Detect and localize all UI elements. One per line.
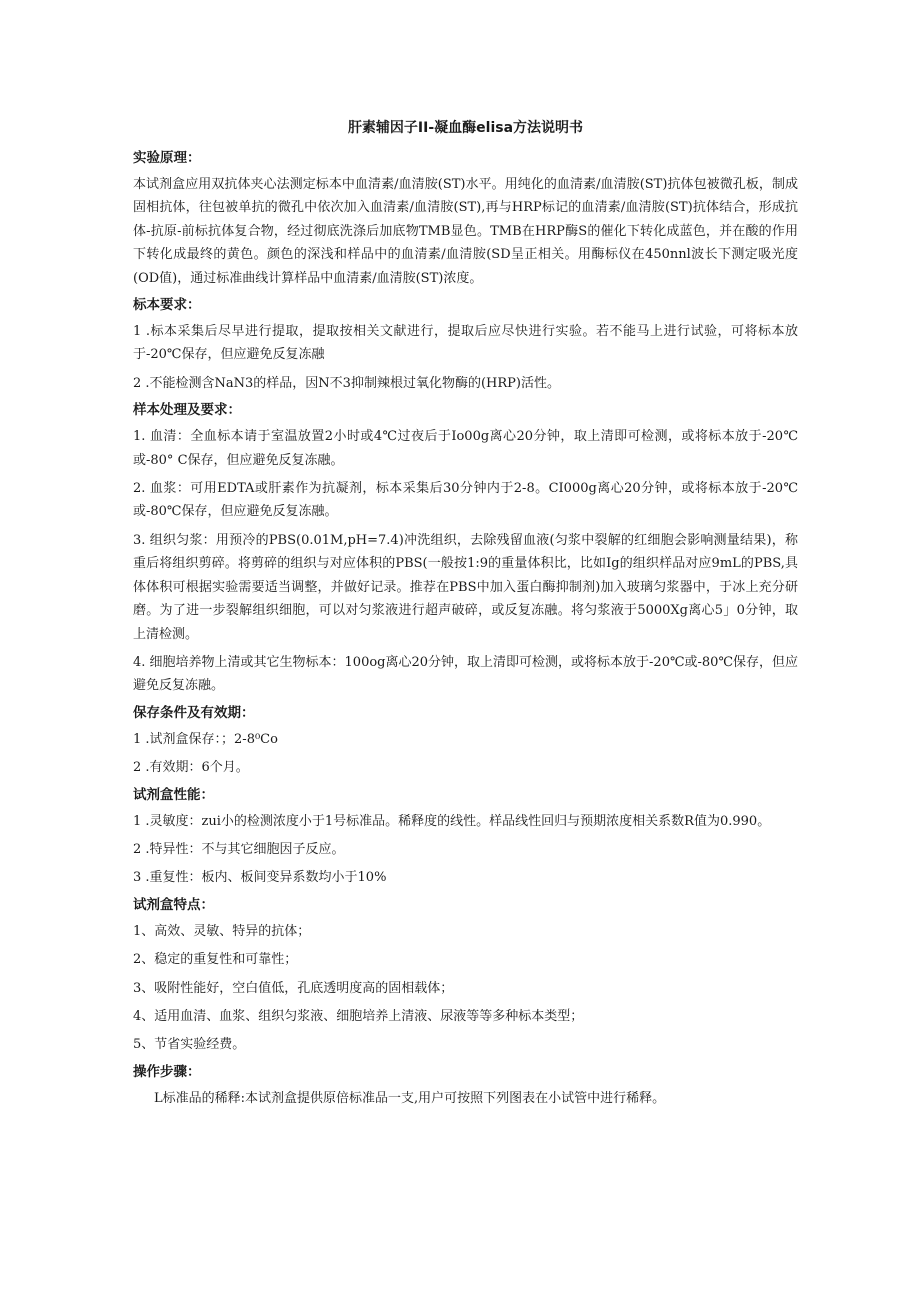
specimen-item: 1 .标本采集后尽早进行提取，提取按相关文献进行，提取后应尽快进行实验。若不能马上进行试验，可将标本放于-20℃保存，但应避免反复冻融 [133,324,798,363]
sample-item: 1. 血清：全血标本请于室温放置2小时或4℃过夜后于Io00g离心20分钟，取上清即可检测，或将标本放于-20℃或-80° C保存，但应避免反复冻融。 [133,429,798,468]
section-heading-specimen: 标本要求： [133,297,201,314]
feature-item: 2、稳定的重复性和可靠性； [133,952,298,968]
section-heading-sample: 样本处理及要求： [133,402,241,419]
performance-item: 2 .特异性：不与其它细胞因子反应。 [133,841,345,857]
performance-item: 3 .重复性：板内、板间变异系数均小于10% [133,870,387,886]
storage-item: 1 .试剂盒保存：；2-8⁰Co [133,731,278,747]
performance-item: 1 .灵敏度：zui小的检测浓度小于1号标准品。稀释度的线性。样品线性回归与预期浓度相关系数R值为0.990。 [133,813,771,829]
sample-item: 3. 组织匀浆：用预冷的PBS(0.01M,pH=7.4)冲洗组织，去除残留血液(匀浆中裂解的红细胞会影响测量结果)，称重后将组织剪碎。将剪碎的组织与对应体积的PBS(一般按1:9的重量体积比，比如Ig的组织样品对应9mL的PBS,具体体积可根据实验需要适当调整，并做好记录。推荐在PBS中加入蛋白酶抑制剂)加入玻璃匀浆器中，于冰上充分研磨。为了进一步裂解组织细胞，可以对匀浆液进行超声破碎，或反复冻融。将匀浆液于5000Xg离心5」0分钟，取上清检测。 [133,532,798,642]
section-heading-features: 试剂盒特点： [133,896,214,913]
principle-paragraph: 本试剂盒应用双抗体夹心法测定标本中血清素/血清胺(ST)水平。用纯化的血清素/血清胺(ST)抗体包被微孔板，制成固相抗体，往包被单抗的微孔中依次加入血清素/血清胺(ST),再与HRP标记的血清素/血清胺(ST)抗体结合，形成抗体-抗原-前标抗体复合物，经过彻底洗涤后加底物TMB显色。TMB在HRP酶S的催化下转化成蓝色，并在酸的作用下转化成最终的黄色。颜色的深浅和样品中的血清素/血清胺(SD呈正相关。用酶标仪在450nnl波长下测定吸光度(OD值)，通过标准曲线计算样品中血清素/血清胺(ST)浓度。 [133,177,798,286]
procedure-item: L标准品的稀释:本试剂盒提供原倍标准品一支,用户可按照下列图表在小试管中进行稀释。 [154,1090,666,1106]
feature-item: 5、节省实验经费。 [133,1037,246,1053]
feature-item: 4、适用血清、血浆、组织匀浆液、细胞培养上清液、尿液等等多种标本类型； [133,1008,584,1024]
sample-item: 4. 细胞培养物上清或其它生物标本：100og离心20分钟，取上清即可检测，或将标本放于-20℃或-80℃保存，但应避免反复冻融。 [133,654,798,694]
feature-item: 1、高效、灵敏、特异的抗体； [133,923,311,939]
specimen-item: 2 .不能检测含NaN3的样品，因N不3抑制辣根过氧化物酶的(HRP)活性。 [133,375,560,391]
section-heading-procedure: 操作步骤： [133,1063,201,1080]
document-page [133,118,798,1115]
section-heading-performance: 试剂盒性能： [133,786,214,803]
feature-item: 3、吸附性能好，空白值低，孔底透明度高的固相载体； [133,980,454,996]
section-heading-storage: 保存条件及有效期： [133,704,255,721]
document-title: 肝素辅因子II-凝血酶elisa方法说明书 [347,120,584,136]
sample-item: 2. 血浆：可用EDTA或肝素作为抗凝剂，标本采集后30分钟内于2-8。CI000g离心20分钟，或将标本放于-20℃或-80℃保存，但应避免反复冻融。 [133,481,798,520]
section-heading-principle: 实验原理： [133,150,201,166]
storage-item: 2 .有效期：6个月。 [133,760,249,776]
